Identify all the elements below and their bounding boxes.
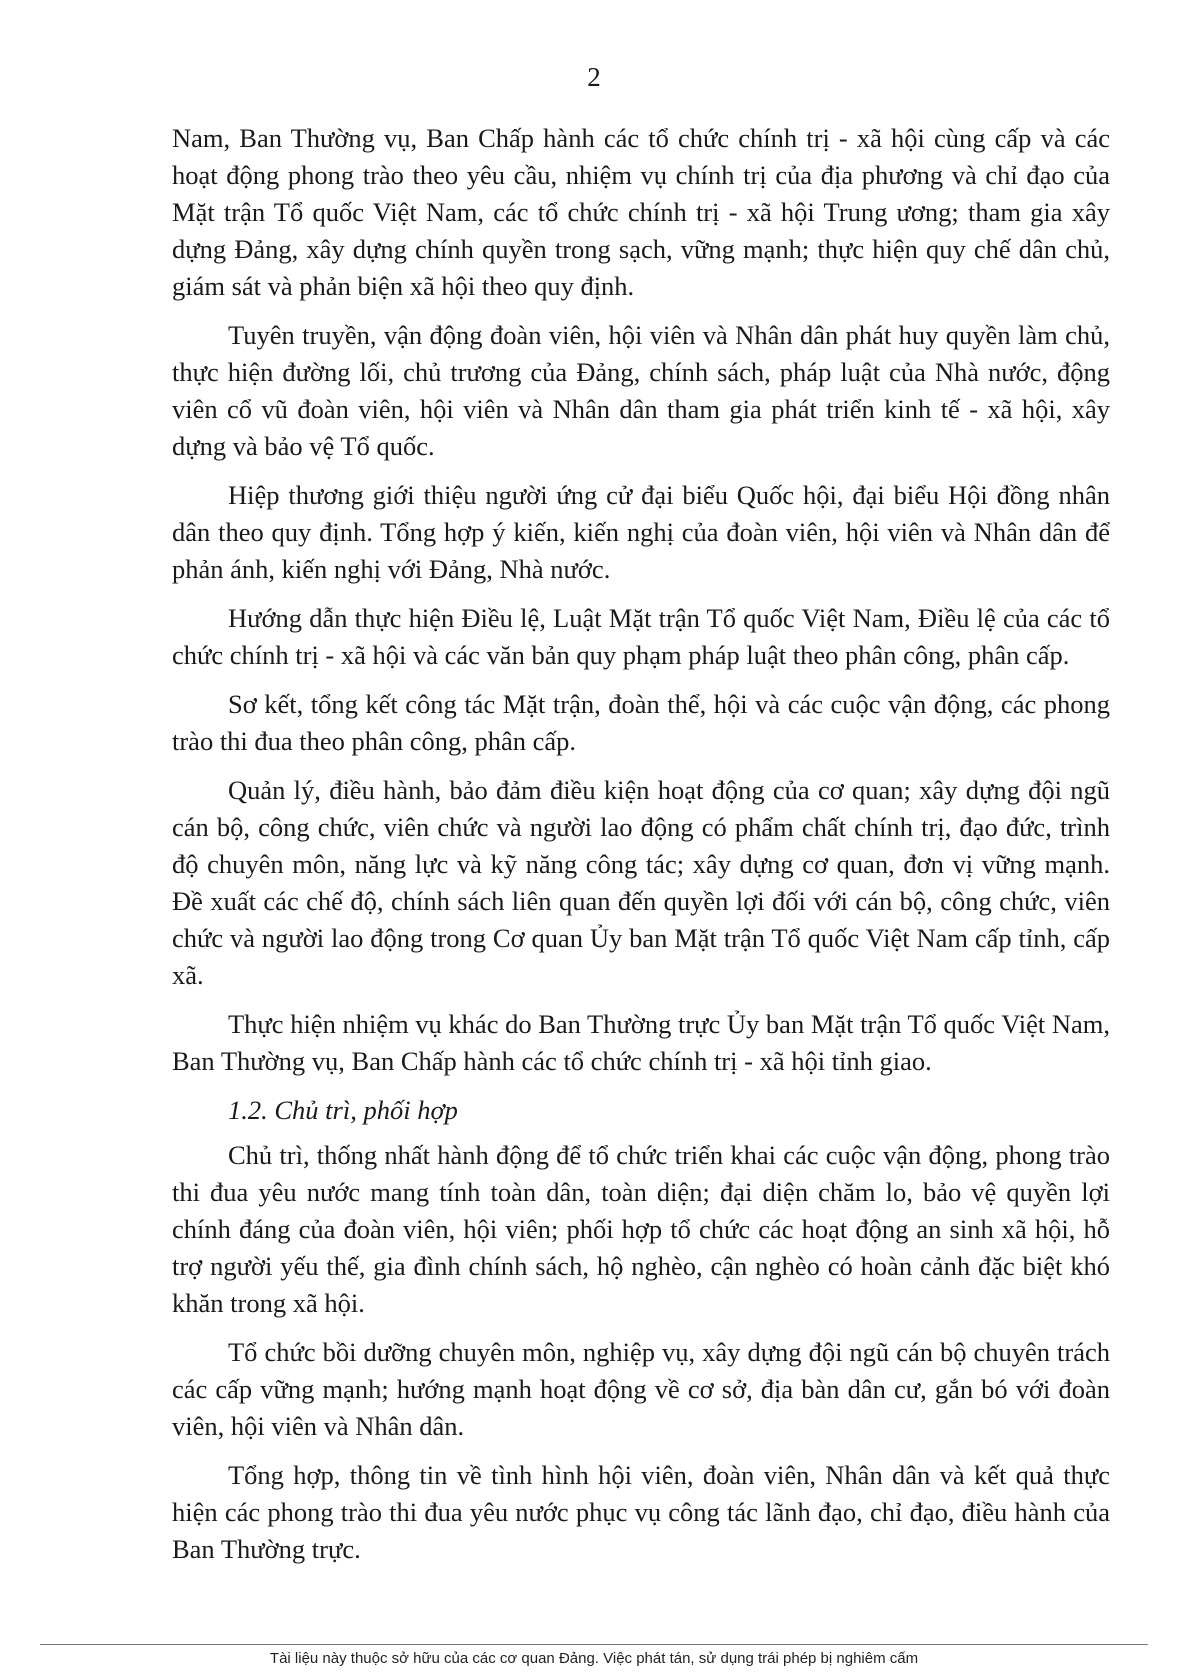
page-number: 2 (587, 62, 601, 92)
section-heading: 1.2. Chủ trì, phối hợp (228, 1095, 458, 1125)
paragraph: Tổng hợp, thông tin về tình hình hội viên, đoàn viên, Nhân dân và kết quả thực hiện các phong trào thi đua yêu nước phục vụ công tác lãnh đạo, chỉ đạo, điều hành của Ban Thường trực. (172, 1460, 1110, 1564)
paragraph: Chủ trì, thống nhất hành động để tổ chức triển khai các cuộc vận động, phong trào thi đua yêu nước mang tính toàn dân, toàn diện; đại diện chăm lo, bảo vệ quyền lợi chính đáng của đoàn viên, hội viên; phối hợp tổ chức các hoạt động an sinh xã hội, hỗ trợ người yếu thế, gia đình chính sách, hộ nghèo, cận nghèo có hoàn cảnh đặc biệt khó khăn trong xã hội. (172, 1140, 1110, 1318)
paragraph: Sơ kết, tổng kết công tác Mặt trận, đoàn thể, hội và các cuộc vận động, các phong trào thi đua theo phân công, phân cấp. (172, 689, 1110, 756)
footer-notice: Tài liệu này thuộc sở hữu của các cơ quan Đảng. Việc phát tán, sử dụng trái phép bị nghiêm cấm (269, 1650, 919, 1667)
paragraph: Tổ chức bồi dưỡng chuyên môn, nghiệp vụ, xây dựng đội ngũ cán bộ chuyên trách các cấp vững mạnh; hướng mạnh hoạt động về cơ sở, địa bàn dân cư, gắn bó với đoàn viên, hội viên và Nhân dân. (172, 1337, 1110, 1441)
document-body (172, 120, 1110, 1580)
paragraph: Thực hiện nhiệm vụ khác do Ban Thường trực Ủy ban Mặt trận Tổ quốc Việt Nam, Ban Thường vụ, Ban Chấp hành các tổ chức chính trị - xã hội tỉnh giao. (172, 1009, 1110, 1076)
paragraph: Hướng dẫn thực hiện Điều lệ, Luật Mặt trận Tổ quốc Việt Nam, Điều lệ của các tổ chức chính trị - xã hội và các văn bản quy phạm pháp luật theo phân công, phân cấp. (172, 603, 1110, 670)
paragraph: Nam, Ban Thường vụ, Ban Chấp hành các tổ chức chính trị - xã hội cùng cấp và các hoạt động phong trào theo yêu cầu, nhiệm vụ chính trị của địa phương và chỉ đạo của Mặt trận Tổ quốc Việt Nam, các tổ chức chính trị - xã hội Trung ương; tham gia xây dựng Đảng, xây dựng chính quyền trong sạch, vững mạnh; thực hiện quy chế dân chủ, giám sát và phản biện xã hội theo quy định. (172, 123, 1110, 301)
paragraph: Quản lý, điều hành, bảo đảm điều kiện hoạt động của cơ quan; xây dựng đội ngũ cán bộ, công chức, viên chức và người lao động có phẩm chất chính trị, đạo đức, trình độ chuyên môn, năng lực và kỹ năng công tác; xây dựng cơ quan, đơn vị vững mạnh. Đề xuất các chế độ, chính sách liên quan đến quyền lợi đối với cán bộ, công chức, viên chức và người lao động trong Cơ quan Ủy ban Mặt trận Tổ quốc Việt Nam cấp tỉnh, cấp xã. (172, 775, 1110, 990)
paragraph: Tuyên truyền, vận động đoàn viên, hội viên và Nhân dân phát huy quyền làm chủ, thực hiện đường lối, chủ trương của Đảng, chính sách, pháp luật của Nhà nước, động viên cổ vũ đoàn viên, hội viên và Nhân dân tham gia phát triển kinh tế - xã hội, xây dựng và bảo vệ Tổ quốc. (172, 320, 1110, 461)
paragraph: Hiệp thương giới thiệu người ứng cử đại biểu Quốc hội, đại biểu Hội đồng nhân dân theo quy định. Tổng hợp ý kiến, kiến nghị của đoàn viên, hội viên và Nhân dân để phản ánh, kiến nghị với Đảng, Nhà nước. (172, 480, 1110, 584)
footer-divider (40, 1644, 1148, 1645)
